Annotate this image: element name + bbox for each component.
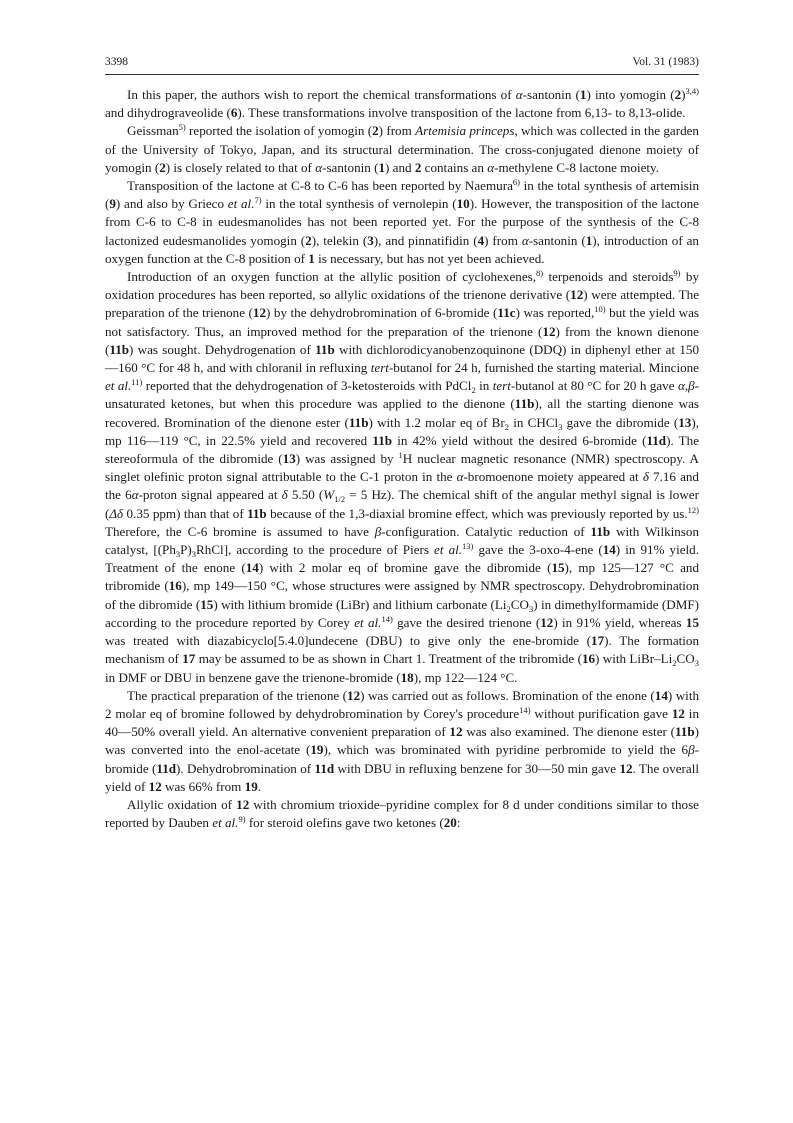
page-number: 3398	[105, 56, 128, 68]
running-header	[105, 56, 699, 72]
journal-volume: Vol. 31 (1983)	[632, 56, 699, 68]
paragraph: Introduction of an oxygen function at the allylic position of cyclohexenes,$^{8)}$ terpenoids and steroids$^{9)}$ by oxidation procedures has been reported, so allylic oxidations of the trienone derivative (12) were attempted. The preparation of the trienone (12) by the dehydrobromination of 6-bromide (11c) was reported,$^{10)}$ but the yield was not satisfactory. Thus, an improved method for the preparation of the trienone (12) from the known dienone (11b) was sought. Dehydrogenation of 11b with dichlorodicyanobenzoquinone (DDQ) in diphenyl ether at 150—160 °C for 48 h, and with chloranil in refluxing tert-butanol for 24 h, furnished the starting material. Mincione et al.$^{11)}$ reported that the dehydrogenation of 3-ketosteroids with PdCl$_2$ in tert-butanol at 80 °C for 20 h gave α,β-unsaturated ketones, but when this procedure was applied to the dienone (11b), all the starting dienone was recovered. Bromination of the dienone ester (11b) with 1.2 molar eq of $Br_2$ in CHCl$_3$ gave the dibromide (13), mp 116—119 °C, in 22.5% yield and recovered 11b in 42% yield without the desired 6-bromide (11d). The stereoformula of the dibromide (13) was assigned by $^1$H nuclear magnetic resonance (NMR) spectroscopy. A singlet olefinic proton signal attributable to the C-1 proton in the α-bromoenone moiety appeared at δ 7.16 and the 6α-proton signal appeared at δ 5.50 ($W_{1/2} = 5$ Hz). The chemical shift of the angular methyl signal is lower (Δδ 0.35 ppm) than that of 11b because of the 1,3-diaxial bromine effect, which was previously reported by us.$^{12)}$ Therefore, the C-6 bromine is assumed to have β-configuration. Catalytic reduction of 11b with Wilkinson catalyst, $[(Ph_3P)_3RhCl]$, according to the procedure of Piers et al.$^{13)}$ gave the 3-oxo-4-ene (14) in 91% yield. Treatment of the enone (14) with 2 molar eq of bromine gave the dibromide (15), mp 125—127 °C and tribromide (16), mp 149—150 °C, whose structures were assigned by NMR spectroscopy. Dehydrobromination of the dibromide (15) with lithium bromide (LiBr) and lithium carbonate $(Li_2CO_3)$ in dimethylformamide (DMF) according to the procedure reported by Corey et al.$^{14)}$ gave the desired trienone (12) in 91% yield, whereas 15 was treated with diazabicyclo[5.4.0]undecene (DBU) to give only the ene-bromide (17). The formation mechanism of 17 may be assumed to be as shown in Chart 1. Treatment of the tribromide (16) with LiBr–$Li_2CO_3$ in DMF or DBU in benzene gave the trienone-bromide (18), mp 122—124 °C.	[105, 268, 700, 685]
paragraph: In this paper, the authors wish to report the chemical transformations of α-santonin (1) into yomogin $(2)^{3,4)}$ and dihydrograveolide (6). These transformations involve transposition of the lactone from 6,13- to 8,13-olide.	[105, 86, 700, 121]
paragraph: The practical preparation of the trienone (12) was carried out as follows. Bromination of the enone (14) with 2 molar eq of bromine followed by dehydrobromination by Corey's procedure$^{14)}$ without purification gave 12 in 40—50% overall yield. An alternative convenient preparation of 12 was also examined. The dienone ester (11b) was converted into the enol-acetate (19), which was brominated with pyridine perbromide to yield the 6β-bromide (11d). Dehydrobromination of 11d with DBU in refluxing benzene for 30—50 min gave 12. The overall yield of 12 was 66% from 19.	[105, 687, 700, 794]
article-body	[105, 86, 699, 832]
header-rule	[105, 74, 699, 75]
paragraph: Geissman$^{5)}$ reported the isolation of yomogin (2) from Artemisia princeps, which was collected in the garden of the University of Tokyo, Japan, and its structural determination. The cross-conjugated dienone moiety of yomogin (2) is closely related to that of α-santonin (1) and 2 contains an α-methylene C-8 lactone moiety.	[105, 122, 699, 175]
paragraph: Transposition of the lactone at C-8 to C-6 has been reported by Naemura$^{6)}$ in the total synthesis of artemisin (9) and also by Grieco et al.$^{7)}$ in the total synthesis of vernolepin (10). However, the transposition of the lactone from C-6 to C-8 in eudesmanolides has not been reported yet. For the purpose of the synthesis of the C-8 lactonized eudesmanolides yomogin (2), telekin (3), and pinnatifidin (4) from α-santonin (1), introduction of an oxygen function at the C-8 position of 1 is necessary, but has not yet been achieved.	[105, 177, 700, 266]
paragraph: Allylic oxidation of 12 with chromium trioxide–pyridine complex for 8 d under conditions similar to those reported by Dauben et al.$^{9)}$ for steroid olefins gave two ketones (20:	[105, 796, 699, 831]
